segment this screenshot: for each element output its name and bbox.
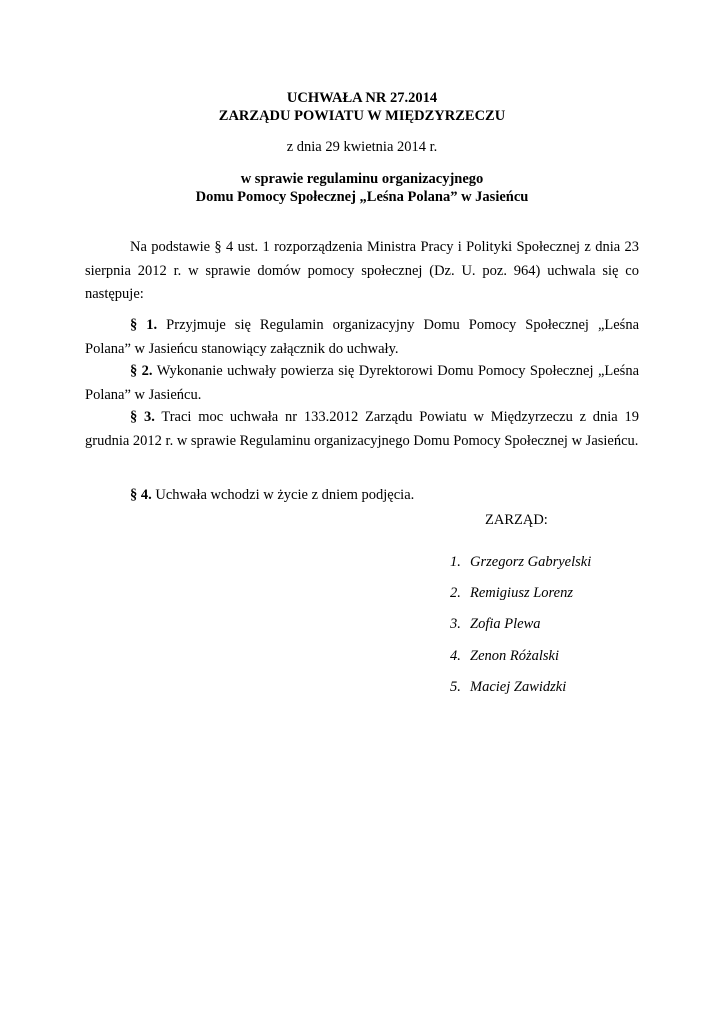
- preamble-paragraph: [85, 236, 639, 307]
- member-name: Zofia Plewa: [470, 616, 541, 633]
- section-4-text: Uchwała wchodzi w życie z dniem podjęcia.: [151, 487, 415, 503]
- section-3-text: Traci moc uchwała nr 133.2012 Zarządu Powiatu w Międzyrzeczu z dnia 19 grudnia 2012 r. w sprawie Regulaminu organizacyjnego Domu Pomocy Społecznej w Jasieńcu.: [85, 409, 639, 449]
- member-name: Remigiusz Lorenz: [470, 585, 573, 602]
- preamble-text: Na podstawie § 4 ust. 1 rozporządzenia Ministra Pracy i Polityki Społecznej z dnia 23 sierpnia 2012 r. w sprawie domów pomocy społecznej (Dz. U. poz. 964) uchwala się co następuje:: [85, 239, 639, 302]
- member-name: Zenon Różalski: [470, 647, 560, 664]
- member-number: 5.: [450, 678, 461, 695]
- section-1-text: Przyjmuje się Regulamin organizacyjny Domu Pomocy Społecznej „Leśna Polana” w Jasieńcu stanowiący załącznik do uchwały.: [85, 317, 640, 357]
- member-name: Maciej Zawidzki: [470, 678, 567, 695]
- section-2-number: § 2.: [130, 363, 153, 379]
- list-item: [450, 553, 591, 584]
- member-number: 3.: [450, 616, 461, 633]
- member-number: 1.: [450, 554, 461, 570]
- section-1-paragraph: [85, 314, 639, 361]
- board-heading: ZARZĄD:: [485, 512, 548, 528]
- list-item: [450, 647, 591, 678]
- subject-line-1: w sprawie regulaminu organizacyjnego: [240, 171, 484, 187]
- section-3-paragraph: [85, 406, 639, 453]
- resolution-date: z dnia 29 kwietnia 2014 r.: [286, 139, 438, 155]
- section-2-paragraph: [85, 360, 639, 407]
- resolution-title: UCHWAŁA NR 27.2014: [286, 90, 438, 106]
- section-2-text: Wykonanie uchwały powierza się Dyrektorowi Domu Pomocy Społecznej „Leśna Polana” w Jasieńcu.: [85, 363, 639, 403]
- section-1-number: § 1.: [130, 317, 158, 333]
- list-item: [450, 584, 591, 615]
- subject-line-2: Domu Pomocy Społecznej „Leśna Polana” w Jasieńcu: [195, 189, 529, 205]
- list-item: [450, 678, 591, 709]
- section-3-number: § 3.: [130, 409, 155, 425]
- section-4-paragraph: [85, 484, 639, 508]
- issuing-body: ZARZĄDU POWIATU W MIĘDZYRZECZU: [218, 108, 506, 124]
- board-member-list: [450, 553, 591, 709]
- member-name: Grzegorz Gabryelski: [470, 554, 592, 570]
- section-4-number: § 4.: [130, 487, 152, 503]
- member-number: 4.: [450, 647, 461, 664]
- member-number: 2.: [450, 585, 461, 602]
- list-item: [450, 615, 591, 646]
